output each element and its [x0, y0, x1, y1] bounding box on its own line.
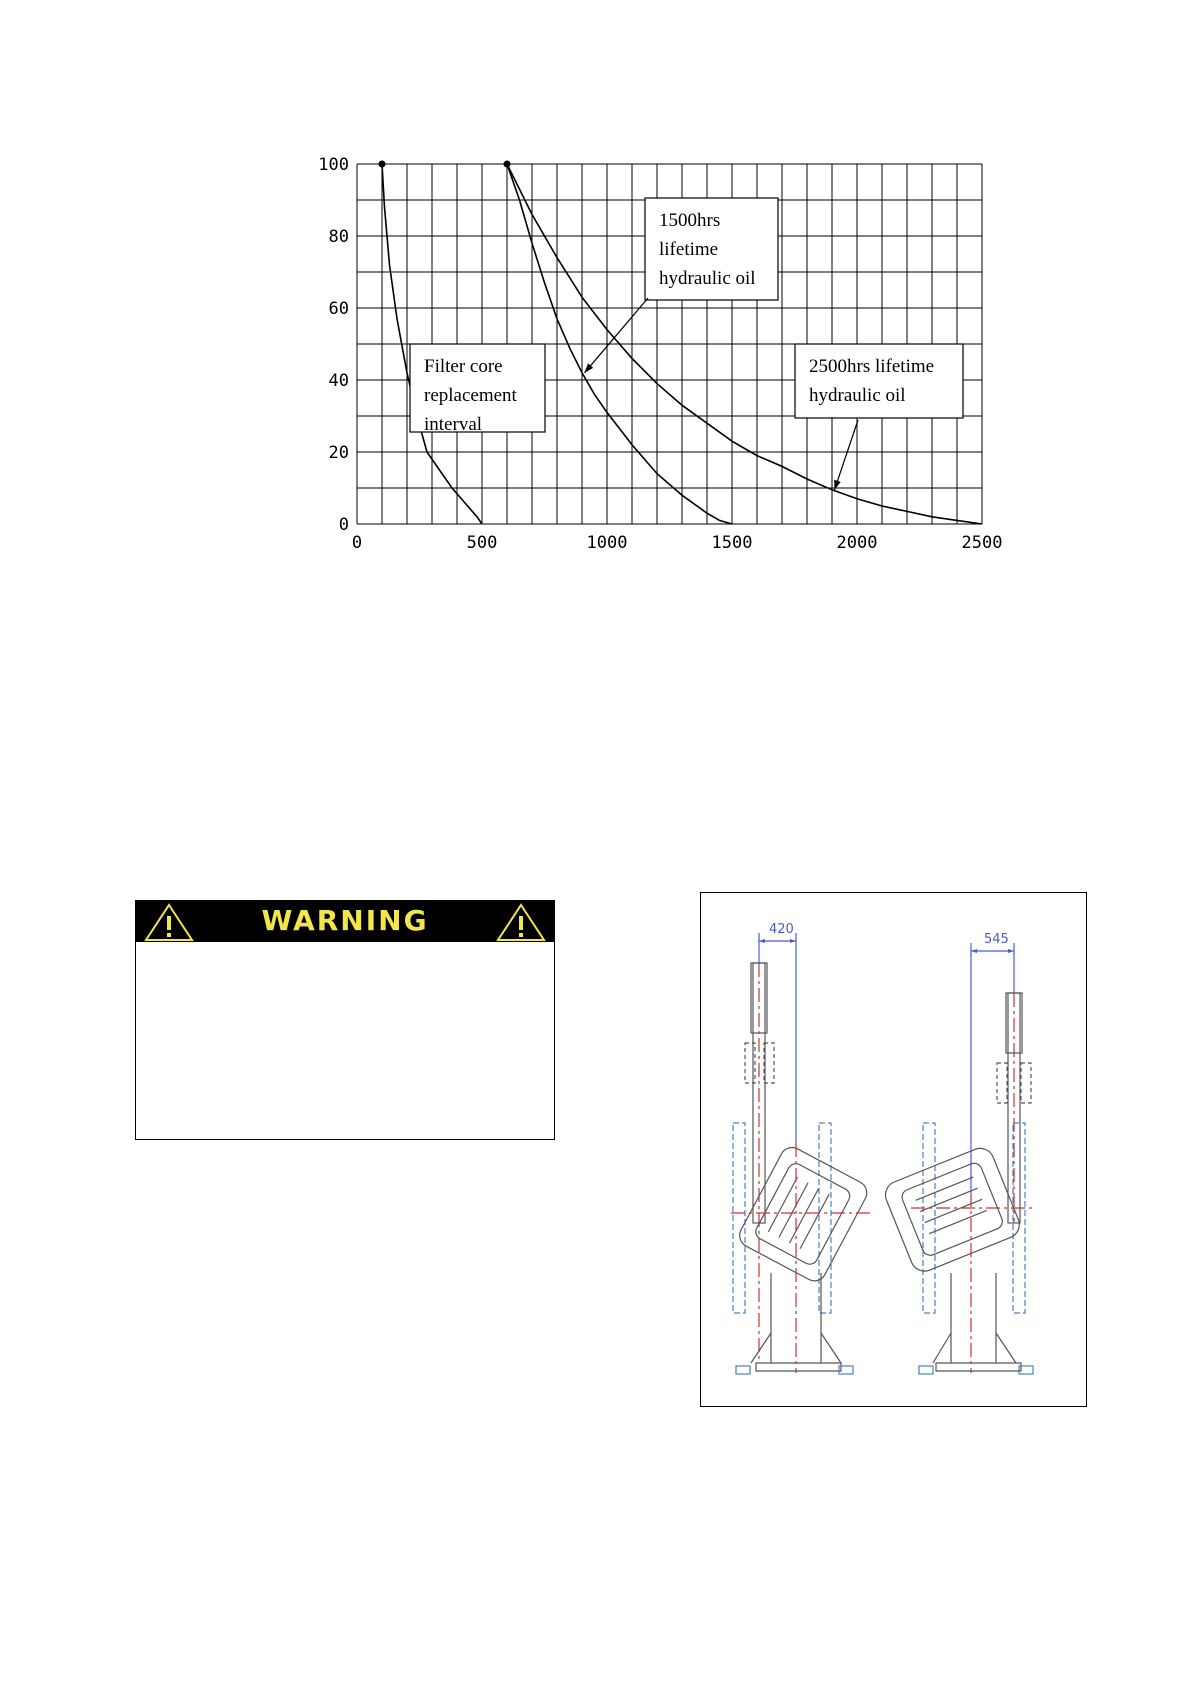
- technical-drawing: [700, 892, 1087, 1407]
- y-tick-label: 100: [318, 155, 349, 175]
- warning-triangle-icon: [495, 902, 547, 942]
- right-machine-drawing: [881, 943, 1036, 1374]
- annotation-text: lifetime: [659, 239, 719, 260]
- annotation-text: 2500hrs lifetime: [809, 356, 935, 377]
- annotation-text: hydraulic oil: [809, 385, 906, 406]
- warning-body: [135, 942, 555, 1140]
- y-tick-label: 20: [328, 443, 349, 463]
- x-tick-label: 2500: [961, 533, 1003, 553]
- tire-changer-drawing: [701, 893, 1086, 1406]
- x-tick-label: 1000: [586, 533, 628, 553]
- annotation-box-2: [585, 198, 779, 373]
- left-machine-drawing: [731, 933, 871, 1374]
- lifetime-chart: [310, 148, 1050, 618]
- annotation-text: interval: [424, 414, 483, 435]
- x-tick-label: 0: [351, 533, 363, 553]
- annotation-box-3: [795, 344, 963, 490]
- warning-header: [135, 900, 555, 942]
- annotation-box-1: [410, 344, 545, 435]
- x-tick-label: 2000: [836, 533, 878, 553]
- y-tick-label: 0: [338, 515, 349, 535]
- y-tick-label: 40: [328, 371, 349, 391]
- y-tick-label: 60: [328, 299, 349, 319]
- series-start-point: [504, 161, 511, 168]
- annotation-text: replacement: [424, 385, 517, 406]
- warning-title: WARNING: [261, 904, 429, 937]
- chart-svg: [310, 148, 1050, 618]
- dimension-right-label: 545: [984, 932, 1009, 947]
- annotation-arrow: [835, 420, 859, 490]
- annotation-text: hydraulic oil: [659, 268, 756, 289]
- dimension-left-label: 420: [769, 922, 794, 937]
- x-tick-label: 500: [466, 533, 498, 553]
- x-tick-label: 1500: [711, 533, 753, 553]
- series-start-point: [379, 161, 386, 168]
- annotation-text: 1500hrs: [659, 210, 721, 231]
- y-tick-label: 80: [328, 227, 349, 247]
- annotation-arrow: [585, 298, 649, 373]
- warning-box: [135, 900, 555, 1140]
- annotation-text: Filter core: [424, 356, 503, 377]
